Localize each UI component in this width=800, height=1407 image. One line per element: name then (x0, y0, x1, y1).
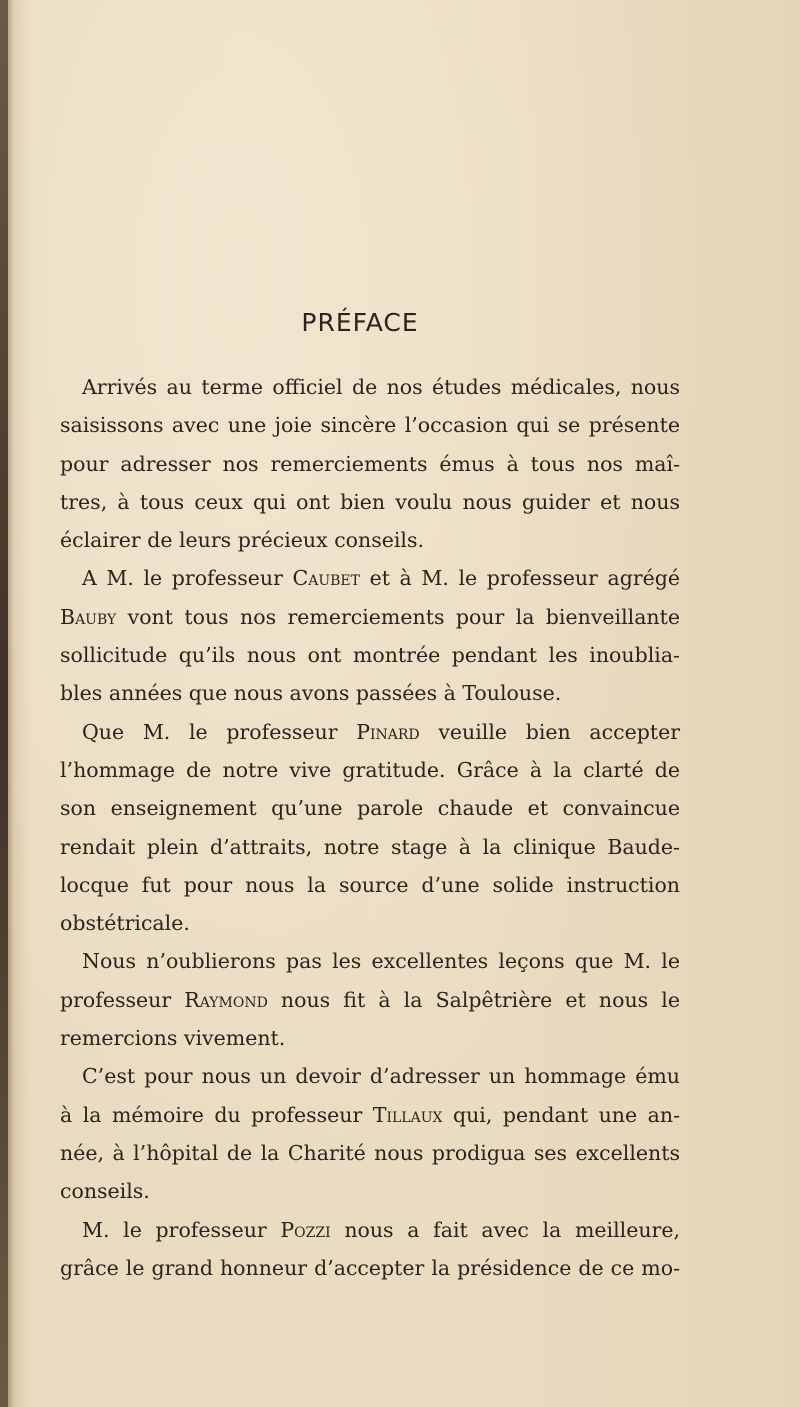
text-line: A M. le professeur Caubet et à M. le professeur agrégé (82, 566, 680, 591)
text-line: remercions vivement. (60, 1026, 286, 1051)
text-line: éclairer de leurs précieux conseils. (60, 528, 425, 553)
text-line: M. le professeur Pozzi nous a fait avec la meilleure, (82, 1217, 680, 1242)
text-line: Bauby vont tous nos remerciements pour la bienveillante (60, 604, 680, 629)
text-line: rendait plein d’attraits, notre stage à la clinique Baude- (60, 834, 680, 859)
text-line: conseils. (60, 1179, 150, 1204)
text-line: l’hommage de notre vive gratitude. Grâce à la clarté de (60, 757, 680, 782)
text-line: obstétricale. (60, 911, 190, 936)
text-line: bles années que nous avons passées à Toulouse. (60, 681, 562, 706)
text-line: son enseignement qu’une parole chaude et convaincue (60, 796, 680, 821)
text-line: pour adresser nos remerciements émus à tous nos maî- (60, 451, 680, 476)
text-line: sollicitude qu’ils nous ont montrée pendant les inoublia- (60, 643, 680, 668)
page-title: PRÉFACE (301, 308, 419, 337)
text-line: professeur Raymond nous fit à la Salpêtrière et nous le (60, 987, 680, 1012)
page-binding-edge (0, 0, 8, 1407)
text-line: Arrivés au terme officiel de nos études médicales, nous (82, 375, 680, 399)
text-line: Nous n’oublierons pas les excellentes leçons que M. le (82, 949, 680, 974)
text-line: à la mémoire du professeur Tillaux qui, pendant une an- (60, 1102, 680, 1127)
text-line: locque fut pour nous la source d’une solide instruction (60, 872, 680, 897)
text-line: C’est pour nous un devoir d’adresser un hommage ému (82, 1064, 680, 1089)
text-line: saisissons avec une joie sincère l’occasion qui se présente (60, 413, 680, 438)
text-line: grâce le grand honneur d’accepter la présidence de ce mo- (60, 1255, 680, 1280)
preface-body (60, 368, 680, 1287)
text-line: tres, à tous ceux qui ont bien voulu nous guider et nous (60, 489, 680, 514)
text-line: Que M. le professeur Pinard veuille bien accepter (82, 719, 680, 744)
text-line: née, à l’hôpital de la Charité nous prodigua ses excellents (60, 1140, 680, 1165)
